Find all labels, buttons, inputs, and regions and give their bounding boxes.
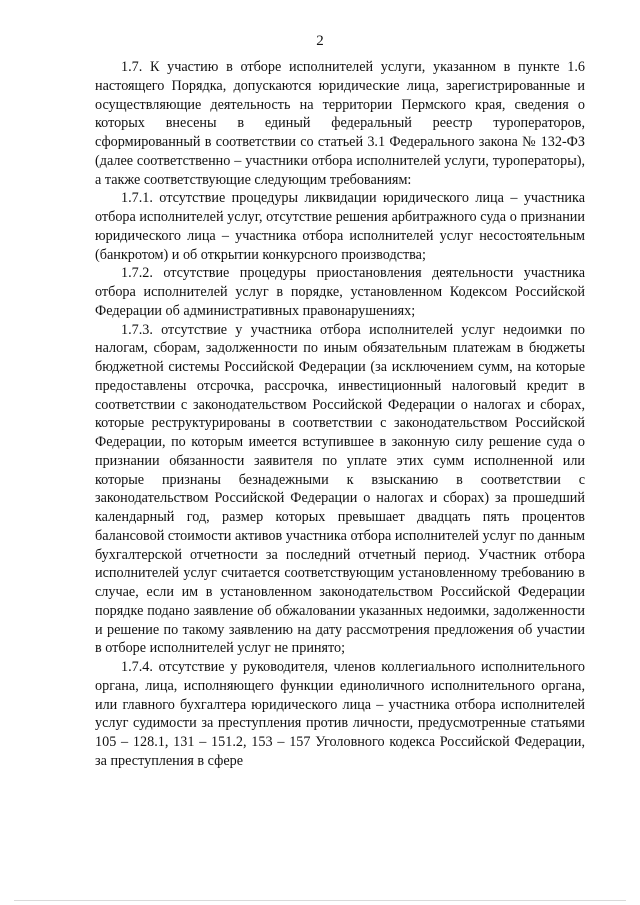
paragraph-1-7-2: 1.7.2. отсутствие процедуры приостановления деятельности участника отбора исполнителей услуг в порядке, установленном Кодексом Российской Федерации об административных правонарушениях; [95, 265, 585, 319]
paragraph-1-7-3: 1.7.3. отсутствие у участника отбора исполнителей услуг недоимки по налогам, сборам, задолженности по иным обязательным платежам в бюджеты бюджетной системы Российской Федерации (за исключением сумм, на которые предоставлены отсрочка, рассрочка, инвестиционный налоговый кредит в соответствии с законодательством Российской Федерации о налогах и сборах, которые реструктурированы в соответствии с законодательством Российской Федерации, по которым имеется вступившее в законную силу решение суда о признании обязанности заявителя по уплате этих сумм исполненной или которые признаны безнадежными к взысканию в соответствии с законодательством Российской Федерации о налогах и сборах) за прошедший календарный год, размер которых превышает двадцать пять процентов балансовой стоимости активов участника отбора исполнителей услуг по данным бухгалтерской отчетности за последний отчетный период. Участник отбора исполнителей услуг считается соответствующим установленному требованию в случае, если им в установленном законодательством Российской Федерации порядке подано заявление об обжаловании указанных недоимки, задолженности и решение по такому заявлению на дату рассмотрения предложения об участии в отборе исполнителей услуг не принято; [95, 321, 585, 657]
page-number: 2 [316, 33, 324, 49]
document-body [95, 58, 585, 771]
page-bottom-edge [14, 900, 626, 901]
paragraph-1-7-4: 1.7.4. отсутствие у руководителя, членов коллегиального исполнительного органа, лица, исполняющего функции единоличного исполнительного органа, или главного бухгалтера юридического лица – участника отбора исполнителей услуг судимости за преступления против личности, предусмотренные статьями 105 – 128.1, 131 – 151.2, 153 – 157 Уголовного кодекса Российской Федерации, за преступления в сфере [95, 659, 585, 769]
paragraph-1-7: 1.7. К участию в отборе исполнителей услуги, указанном в пункте 1.6 настоящего Порядка, допускаются юридические лица, зарегистрированные и осуществляющие деятельность на территории Пермского края, сведения о которых внесены в единый федеральный реестр туроператоров, сформированный в соответствии со статьей 3.1 Федерального закона № 132-ФЗ (далее соответственно – участники отбора исполнителей услуги, туроператоры), а также соответствующие следующим требованиям: [95, 59, 585, 188]
paragraph-1-7-1: 1.7.1. отсутствие процедуры ликвидации юридического лица – участника отбора исполнителей услуг, отсутствие решения арбитражного суда о признании юридического лица – участника отбора исполнителей услуг несостоятельным (банкротом) и об открытии конкурсного производства; [95, 190, 585, 263]
